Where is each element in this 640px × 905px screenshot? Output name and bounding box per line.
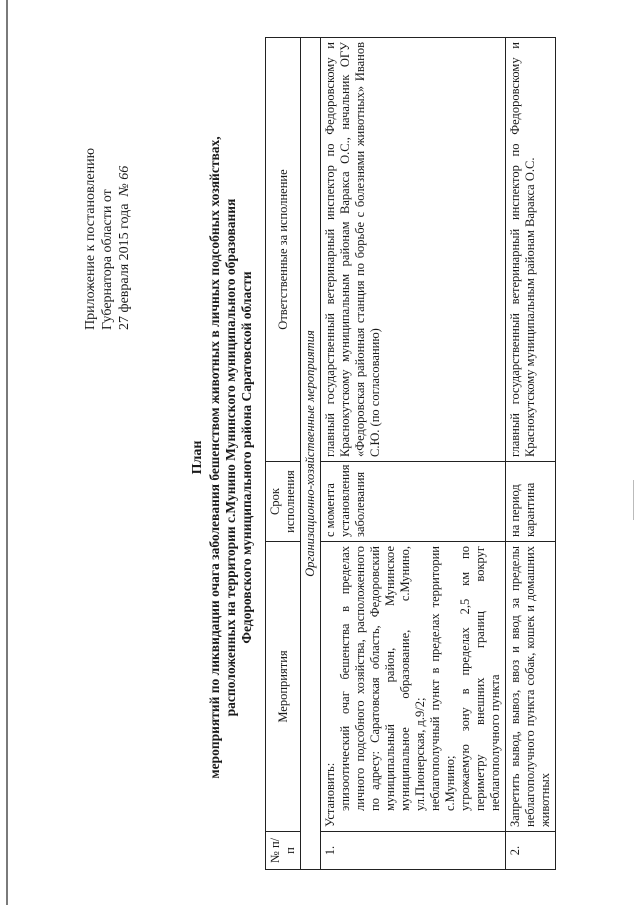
row-measure: Запретить вывод, вывоз, ввоз и ввод за пределы неблагополучного пункта собак, кошек и домашних животных bbox=[506, 542, 556, 832]
appendix-line-3 bbox=[116, 90, 133, 330]
header-responsible: Ответственные за исполнение bbox=[266, 38, 301, 462]
table-header-row bbox=[266, 38, 301, 870]
measure-paragraph-3: угрожаемую зону в пределах 2,5 км по периметру внешних границ вокруг неблагополучного пункта bbox=[458, 546, 502, 811]
table-section-row bbox=[301, 38, 321, 870]
scan-edge-left bbox=[6, 0, 8, 905]
appendix-note bbox=[82, 90, 133, 330]
header-term: Срок исполнения bbox=[266, 462, 301, 542]
appendix-line-2: Губернатора области от bbox=[100, 189, 115, 330]
document-title bbox=[190, 35, 255, 880]
appendix-line-1: Приложение к постановлению bbox=[83, 147, 98, 330]
measures-table bbox=[265, 37, 556, 870]
rotated-document-page bbox=[10, 35, 630, 880]
appendix-date: 27 февраля 2015 года bbox=[117, 203, 132, 330]
row-number: 2. bbox=[506, 832, 556, 870]
row-number: 1. bbox=[321, 832, 506, 870]
measure-paragraph-1: эпизоотический очаг бешенства в пределах личного подсобного хозяйства, расположенного по адресу: Саратовская область, Федоровский муниципальный район, Мунинское муниципальное образование, с.Мунино, ул.Пионерская, д.9/2; bbox=[338, 546, 427, 811]
title-line-1: мероприятий по ликвидации очага заболевания бешенством животных в личных подсобных хозяйствах, bbox=[207, 136, 222, 779]
section-title: Организационно-хозяйственные мероприятия bbox=[301, 38, 321, 870]
row-responsible: главный государственный ветеринарный инспектор по Федоровскому и Краснокутскому муниципальным районам Варакса О.С. bbox=[506, 38, 556, 462]
header-num: № п/п bbox=[266, 832, 301, 870]
appendix-number: № 66 bbox=[117, 165, 132, 197]
row-measure bbox=[321, 542, 506, 832]
title-line-2: расположенных на территории с.Мунино Мунинского муниципального образования bbox=[223, 198, 238, 717]
row-term: на период карантина bbox=[506, 462, 556, 542]
row-term: с момента установления заболевания bbox=[321, 462, 506, 542]
measure-paragraph-2: неблагополучный пункт в пределах территории с.Мунино; bbox=[428, 546, 457, 811]
measure-lead: Установить: bbox=[323, 762, 337, 827]
title-heading: План bbox=[190, 440, 205, 475]
header-measures: Мероприятия bbox=[266, 542, 301, 832]
row-responsible: главный государственный ветеринарный инспектор по Федоровскому и Краснокутскому муниципальным районам Варакса О.С., начальник ОГУ «Федоровская районная станция по борьбе с болезнями животных» Иванов С.Ю. (по согласованию) bbox=[321, 38, 506, 462]
table-row bbox=[506, 38, 556, 870]
table-row bbox=[321, 38, 506, 870]
title-line-3: Федоровского муниципального района Саратовской области bbox=[239, 271, 254, 644]
scan-mark bbox=[633, 480, 634, 520]
